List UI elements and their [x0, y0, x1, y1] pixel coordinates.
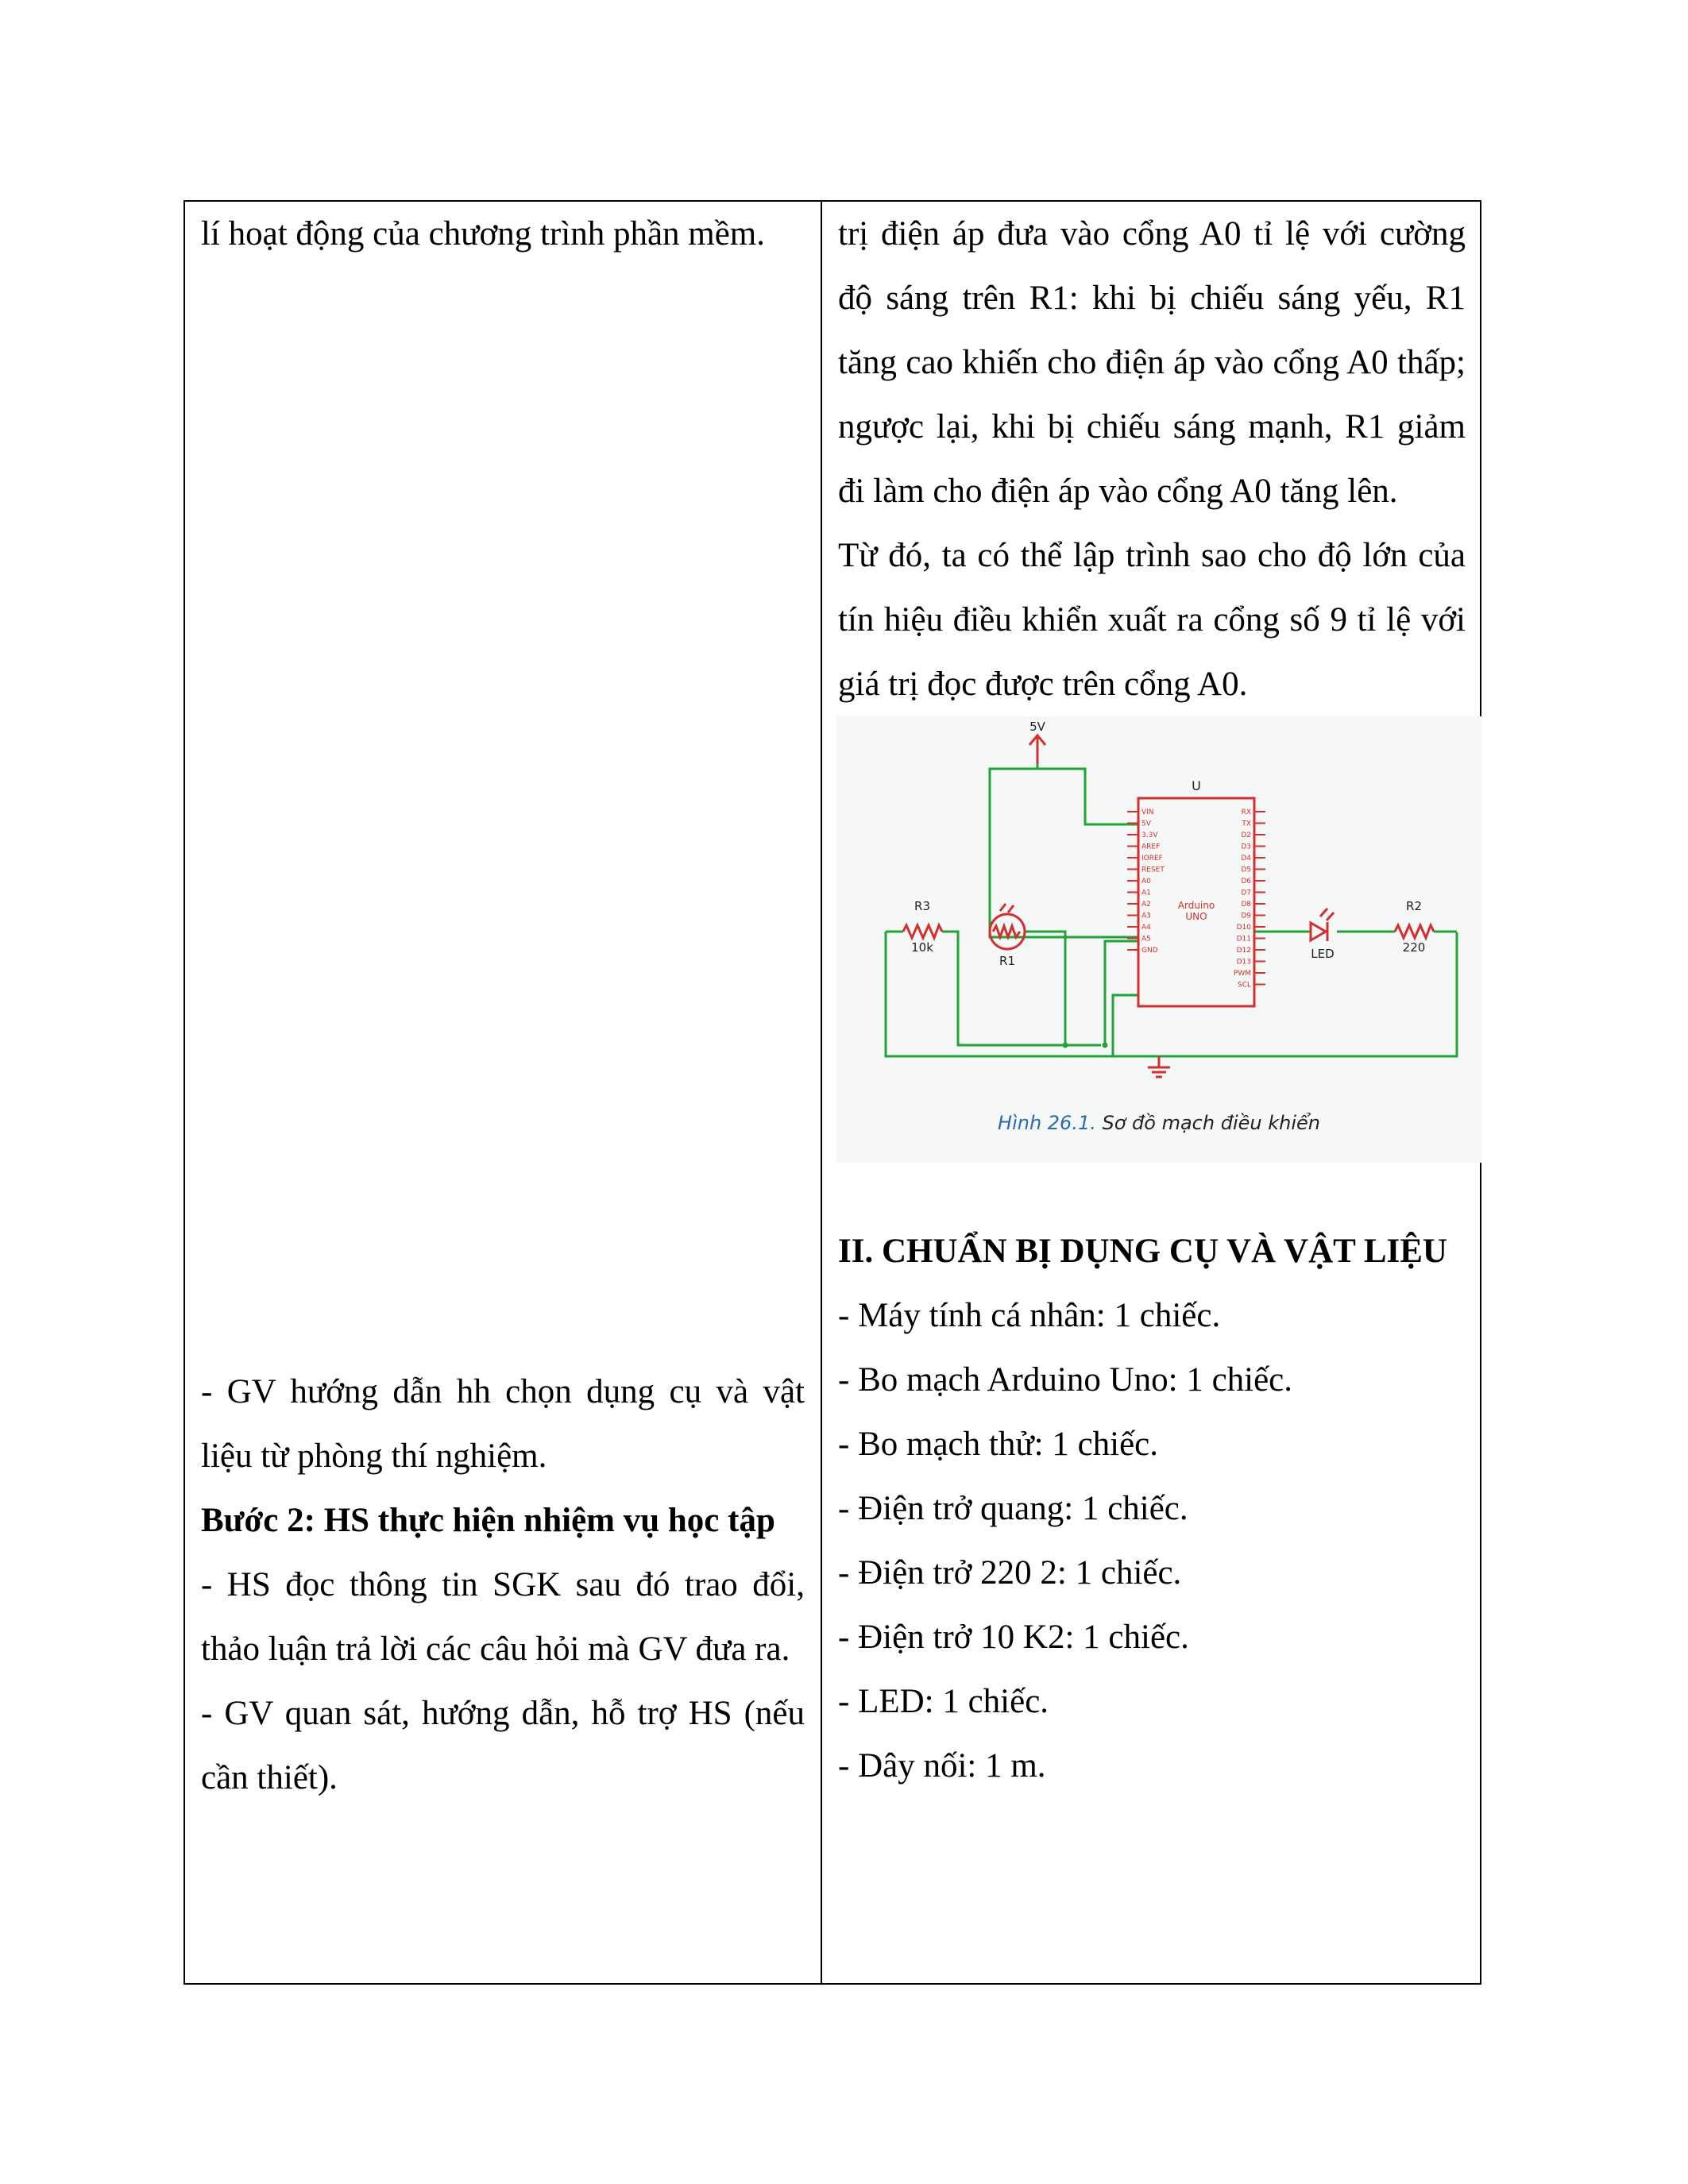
pin-labels [1141, 808, 1251, 990]
figure-caption-text: Sơ đồ mạch điều khiển [1095, 1112, 1320, 1134]
ldr-light-icon-2 [1008, 905, 1014, 913]
label-r3-value: 10k [911, 940, 933, 955]
ldr-zigzag-icon [993, 926, 1020, 937]
material-item: - Bo mạch Arduino Uno: 1 chiếc. [838, 1361, 1293, 1399]
pin-label: A0 [1141, 878, 1151, 886]
material-item: - Bo mạch thử: 1 chiếc. [838, 1426, 1159, 1463]
board-name-line1: Arduino [1177, 900, 1215, 911]
pin-label: D6 [1241, 878, 1251, 886]
label-r1: R1 [999, 954, 1015, 968]
pin-label: D11 [1236, 935, 1251, 943]
pin-label: A2 [1141, 901, 1151, 909]
pin-label: D3 [1241, 843, 1251, 851]
components [903, 735, 1434, 1077]
step-2-heading: Bước 2: HS thực hiện nhiệm vụ học tập [201, 1502, 775, 1539]
pin-label: GND [1141, 947, 1158, 955]
right-explanation-2: Từ đó, ta có thể lập trình sao cho độ lớn của tín hiệu điều khiển xuất ra cổng số 9 tỉ lệ với giá trị đọc được trên cổng A0. [838, 537, 1466, 703]
material-item: - Điện trở quang: 1 chiếc. [838, 1490, 1188, 1527]
left-instruction-3: - GV quan sát, hướng dẫn, hỗ trợ HS (nếu cần thiết). [201, 1695, 805, 1796]
pin-label: IOREF [1141, 855, 1163, 862]
wire-r1-bottom [1026, 932, 1065, 1045]
right-spacer [838, 1163, 1466, 1219]
pin-label: D13 [1236, 958, 1251, 967]
pin-label: A5 [1141, 935, 1151, 943]
label-led: LED [1311, 947, 1335, 961]
led-light-icon [1320, 909, 1327, 916]
pin-label: 5V [1141, 820, 1151, 828]
pin-label: D12 [1236, 947, 1251, 955]
left-spacer [201, 266, 805, 1360]
board-name-line2: UNO [1185, 911, 1207, 922]
label-r2: R2 [1406, 899, 1422, 913]
left-cell [185, 202, 821, 1810]
pin-label: VIN [1141, 808, 1154, 816]
label-5v: 5V [1029, 720, 1045, 734]
pin-label: AREF [1141, 843, 1161, 851]
r3-resistor-icon [903, 925, 942, 938]
pin-label: RESET [1141, 866, 1165, 874]
pin-label: 3.3V [1141, 832, 1158, 839]
pin-label: D8 [1241, 901, 1251, 909]
junction-dot [1063, 1043, 1068, 1048]
pin-label: RX [1241, 808, 1251, 816]
left-instruction-1: - GV hướng dẫn hh chọn dụng cụ và vật liệu từ phòng thí nghiệm. [201, 1373, 805, 1475]
material-item: - Máy tính cá nhân: 1 chiếc. [838, 1297, 1221, 1334]
led-triangle-icon [1311, 923, 1326, 940]
pin-label: SCL [1237, 981, 1251, 990]
wire-a0-branch [1105, 941, 1138, 1045]
right-cell [822, 202, 1481, 1798]
figure-caption [998, 1112, 1320, 1134]
pin-label: PWM [1233, 970, 1251, 978]
right-explanation-1: trị điện áp đưa vào cổng A0 tỉ lệ với cường độ sáng trên R1: khi bị chiếu sáng yếu, R1 tăng cao khiến cho điện áp vào cổng A0 thấp; ngược lại, khi bị chiếu sáng mạnh, R1 giảm đi làm cho điện áp vào cổng A0 tăng lên. [838, 215, 1466, 510]
ldr-light-icon [1000, 904, 1006, 911]
pin-label: D10 [1236, 924, 1251, 932]
pin-label: A3 [1141, 912, 1151, 920]
led-light-icon-2 [1327, 913, 1334, 920]
board-name [1178, 900, 1215, 922]
pin-label: D2 [1241, 832, 1251, 839]
pin-label: A1 [1141, 889, 1151, 897]
wires [886, 764, 1457, 1056]
circuit-diagram-figure [836, 716, 1481, 1163]
label-u: U [1192, 778, 1201, 793]
material-item: - Điện trở 220 2: 1 chiếc. [838, 1554, 1182, 1592]
figure-caption-label: Hình 26.1. [998, 1112, 1096, 1134]
label-r2-value: 220 [1402, 940, 1426, 955]
material-item: - LED: 1 chiếc. [838, 1683, 1049, 1720]
r2-resistor-icon [1395, 925, 1434, 938]
section-heading: II. CHUẨN BỊ DỤNG CỤ VÀ VẬT LIỆU [838, 1233, 1447, 1270]
wire-board-gnd [1113, 995, 1138, 1056]
pin-label: TX [1242, 820, 1251, 828]
material-item: - Điện trở 10 K2: 1 chiếc. [838, 1619, 1189, 1656]
pin-label: D4 [1241, 855, 1251, 862]
pin-label: D5 [1241, 866, 1251, 874]
left-top-text: lí hoạt động của chương trình phần mềm. [201, 215, 766, 253]
label-r3: R3 [914, 899, 930, 913]
wire-5v-board [1037, 769, 1138, 824]
left-instruction-2: - HS đọc thông tin SGK sau đó trao đổi, thảo luận trả lời các câu hỏi mà GV đưa ra. [201, 1566, 805, 1668]
pin-label: D7 [1241, 889, 1251, 897]
content-table [183, 200, 1481, 1985]
junction-dot-2 [1103, 1043, 1108, 1048]
material-item: - Dây nối: 1 m. [838, 1747, 1046, 1785]
pin-label: A4 [1141, 924, 1151, 932]
wire-ground-bus [886, 932, 1457, 1056]
pin-label: D9 [1241, 912, 1251, 920]
circuit-diagram [836, 716, 1481, 1163]
